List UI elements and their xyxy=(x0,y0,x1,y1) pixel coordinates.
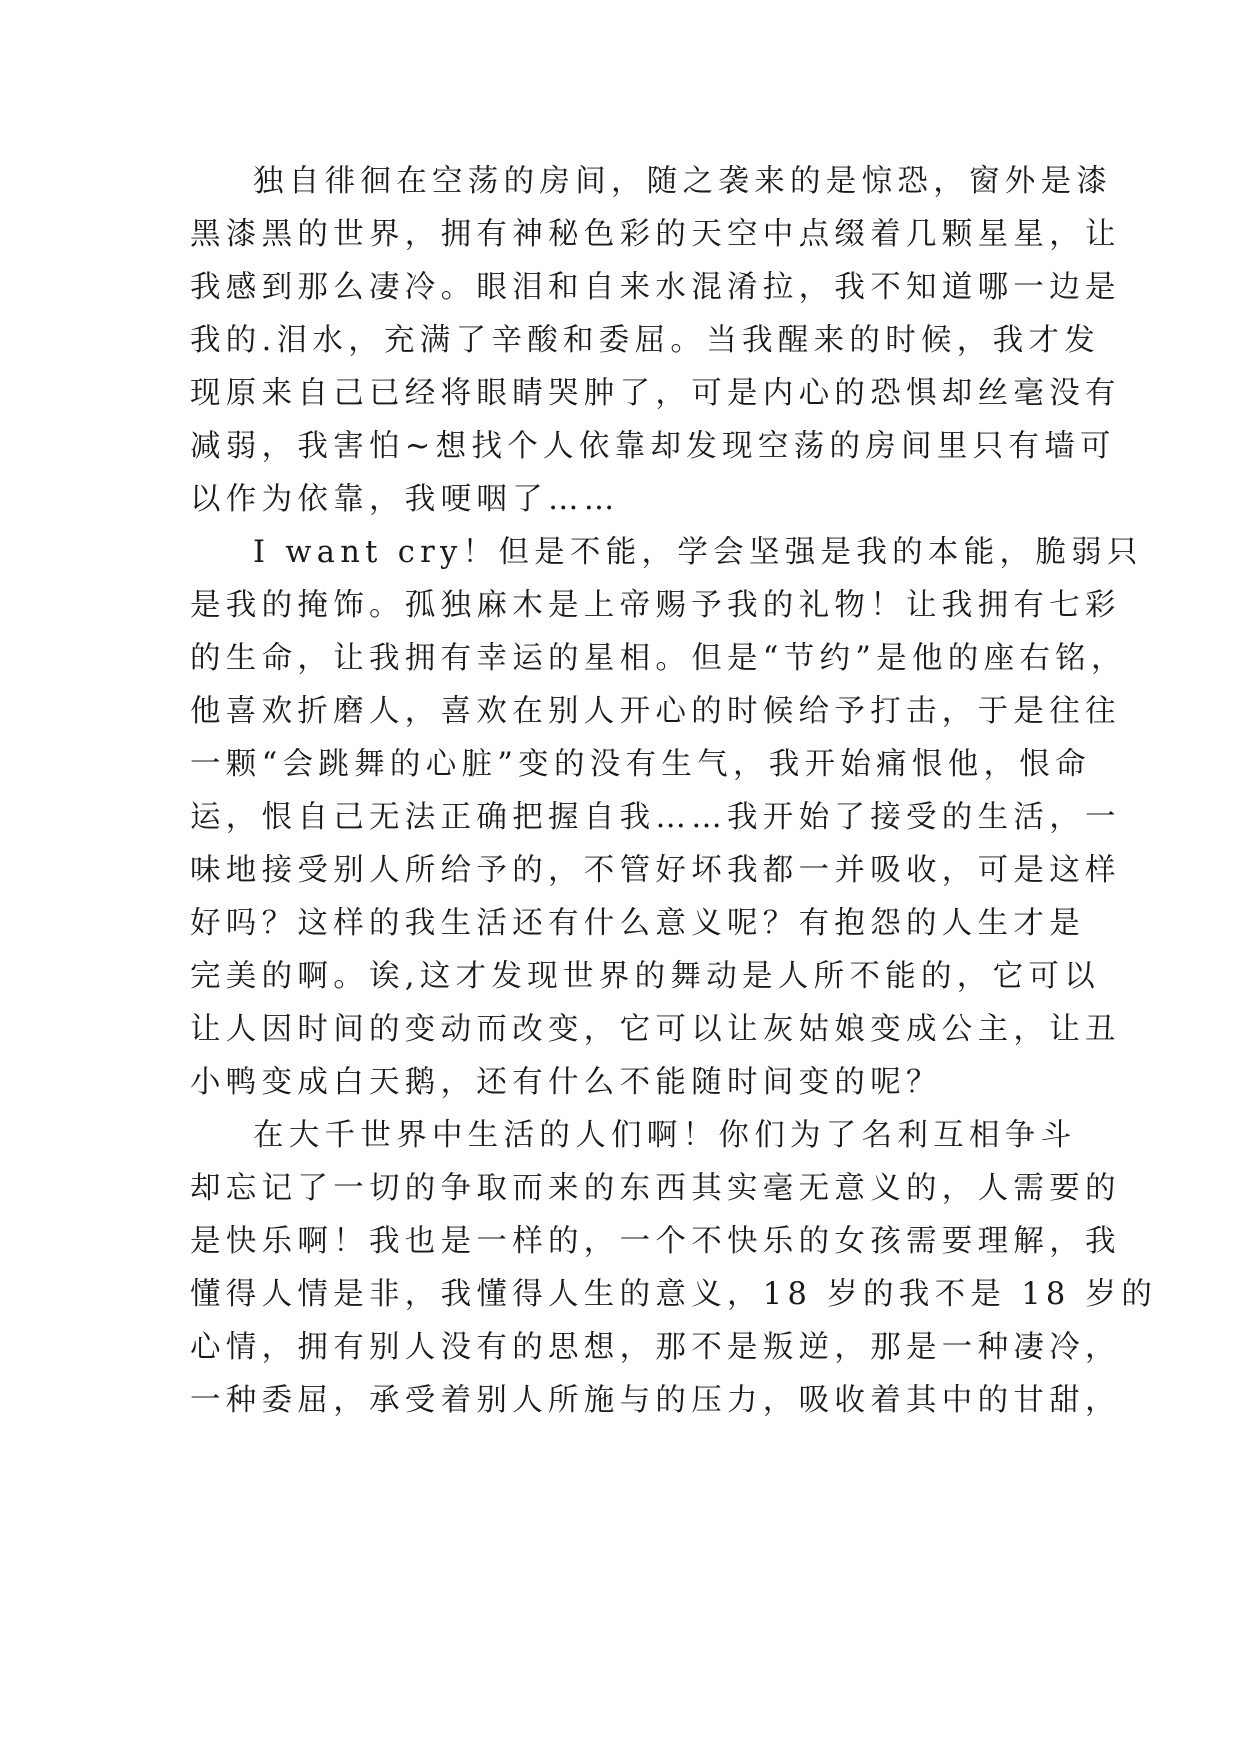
text-line: 让人因时间的变动而改变，它可以让灰姑娘变成公主，让丑 xyxy=(190,1012,1121,1047)
text-line: 是快乐啊！我也是一样的，一个不快乐的女孩需要理解，我 xyxy=(190,1224,1121,1259)
text-line: 心情，拥有别人没有的思想，那不是叛逆，那是一种凄冷， xyxy=(190,1330,1121,1365)
text-line: I want cry！但是不能，学会坚强是我的本能，脆弱只 xyxy=(253,535,1143,570)
text-line: 一种委屈，承受着别人所施与的压力，吸收着其中的甘甜， xyxy=(190,1383,1121,1418)
text-line: 味地接受别人所给予的，不管好坏我都一并吸收，可是这样 xyxy=(190,853,1121,888)
text-line: 运，恨自己无法正确把握自我……我开始了接受的生活，一 xyxy=(190,800,1121,835)
text-line: 是我的掩饰。孤独麻木是上帝赐予我的礼物！让我拥有七彩 xyxy=(190,588,1121,623)
text-line: 独自徘徊在空荡的房间，随之袭来的是惊恐，窗外是漆 xyxy=(253,164,1113,199)
text-line: 我感到那么凄冷。眼泪和自来水混淆拉，我不知道哪一边是 xyxy=(190,270,1121,305)
text-line: 懂得人情是非，我懂得人生的意义，18 岁的我不是 18 岁的 xyxy=(190,1277,1158,1312)
text-line: 减弱，我害怕~想找个人依靠却发现空荡的房间里只有墙可 xyxy=(190,429,1116,464)
text-line: 黑漆黑的世界，拥有神秘色彩的天空中点缀着几颗星星，让 xyxy=(190,217,1121,252)
text-line: 现原来自己已经将眼睛哭肿了，可是内心的恐惧却丝毫没有 xyxy=(190,376,1121,411)
text-line: 的生命，让我拥有幸运的星相。但是“节约”是他的座右铭， xyxy=(190,641,1127,676)
text-line: 一颗“会跳舞的心脏”变的没有生气，我开始痛恨他，恨命 xyxy=(190,747,1091,782)
text-line: 完美的啊。诶,这才发现世界的舞动是人所不能的，它可以 xyxy=(190,959,1100,994)
text-line: 却忘记了一切的争取而来的东西其实毫无意义的，人需要的 xyxy=(190,1171,1121,1206)
text-line: 在大千世界中生活的人们啊！你们为了名利互相争斗 xyxy=(253,1118,1077,1153)
text-line: 他喜欢折磨人，喜欢在别人开心的时候给予打击，于是往往 xyxy=(190,694,1121,729)
text-line: 我的.泪水，充满了辛酸和委屈。当我醒来的时候，我才发 xyxy=(190,323,1100,358)
text-line: 好吗？这样的我生活还有什么意义呢？有抱怨的人生才是 xyxy=(190,906,1085,941)
text-line: 以作为依靠，我哽咽了…… xyxy=(190,482,620,517)
text-line: 小鸭变成白天鹅，还有什么不能随时间变的呢？ xyxy=(190,1065,942,1100)
